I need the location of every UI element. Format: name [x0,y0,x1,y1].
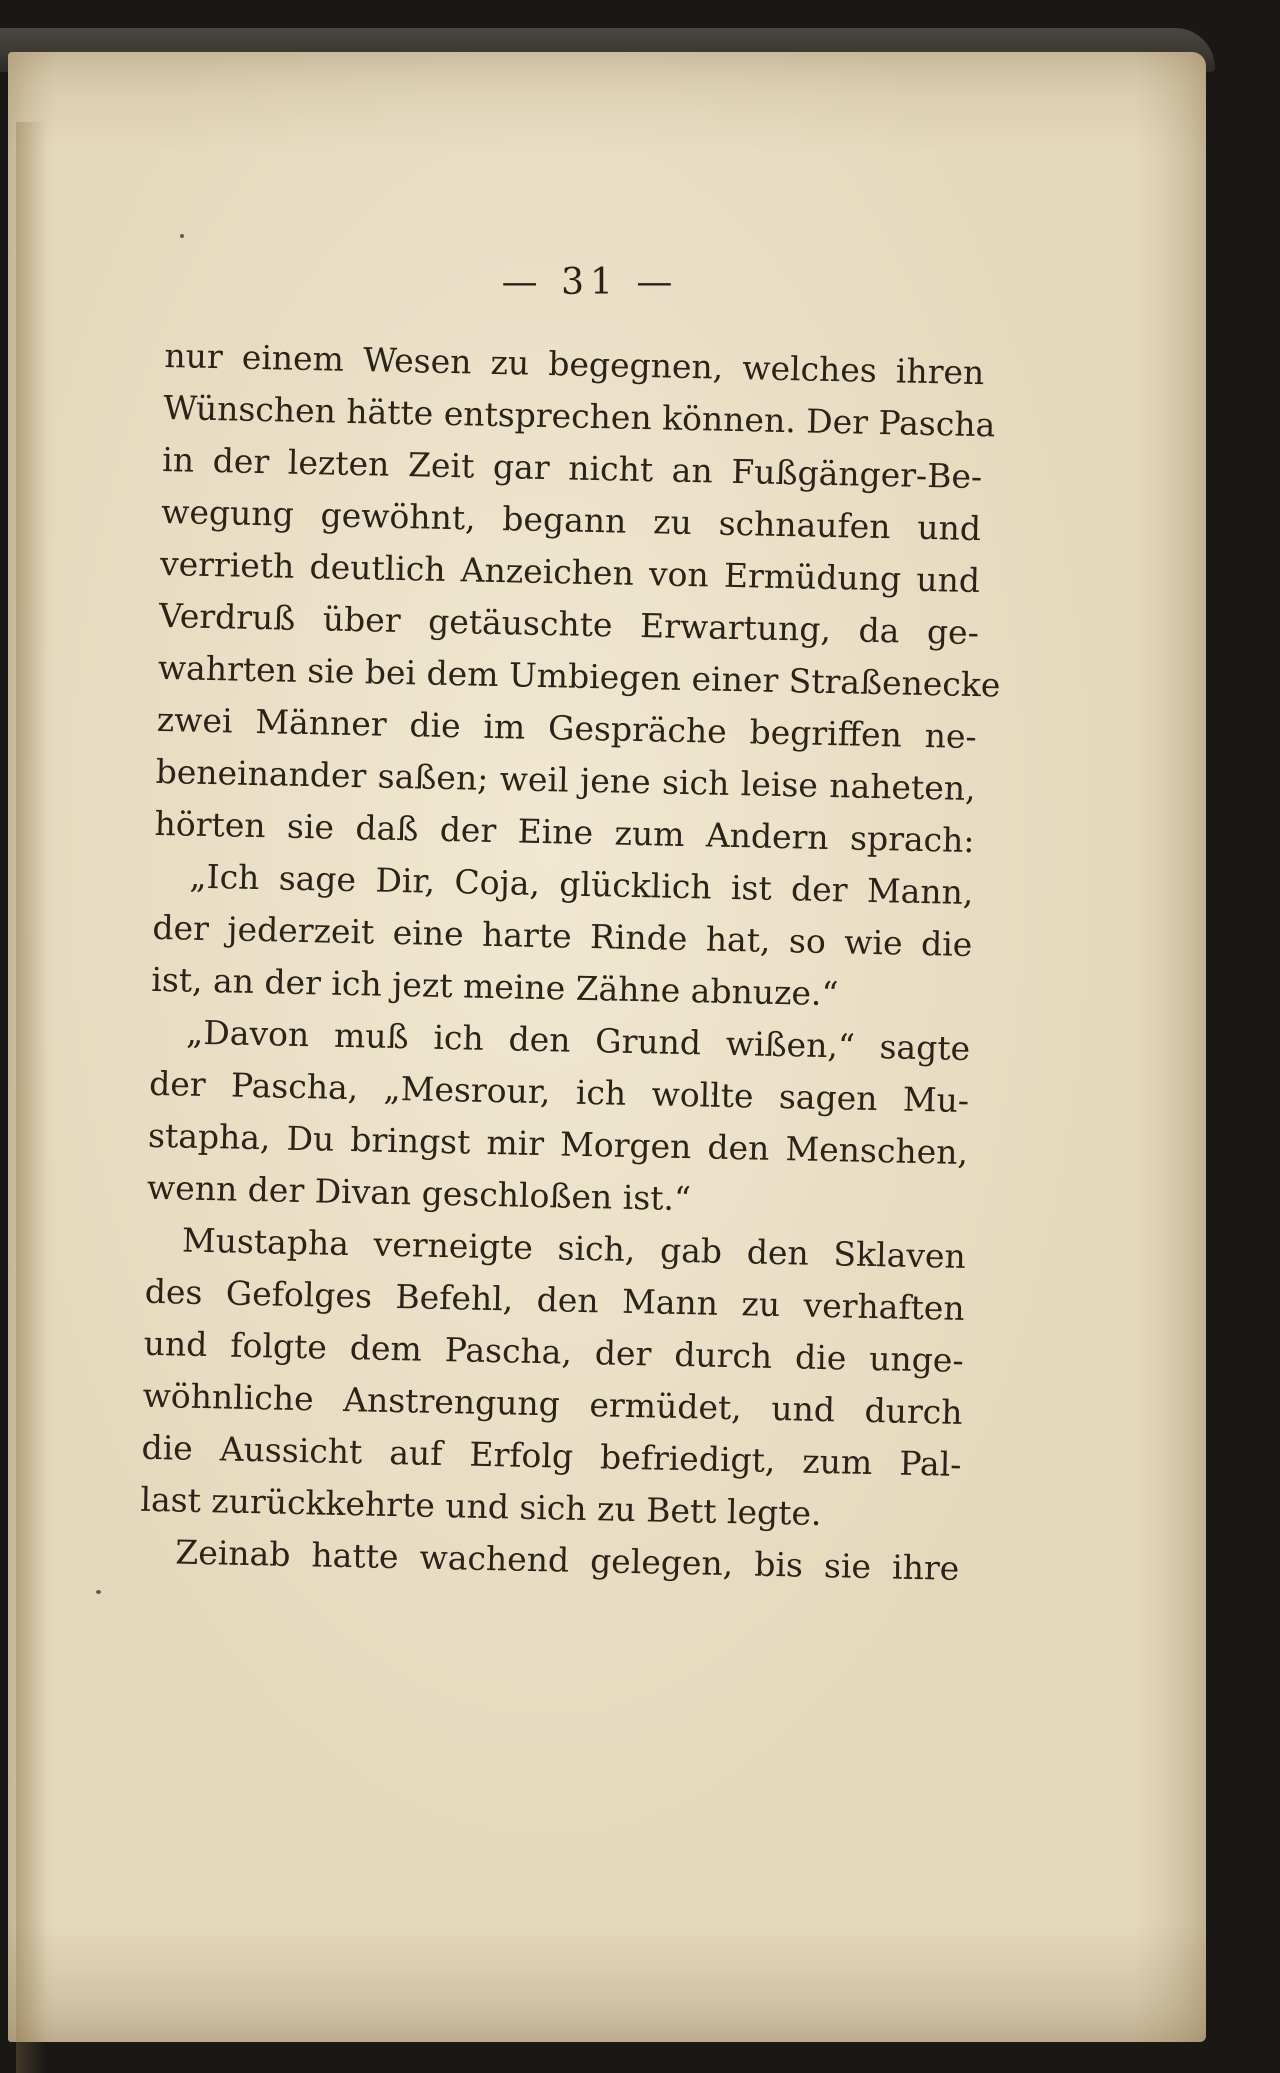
text-line: „Davon muß ich den Grund wißen,“ sagte [185,1012,971,1069]
text-line: der jederzeit eine harte Rinde hat, so wie die [152,907,973,965]
text-line: in der lezten Zeit gar nicht an Fußgänger-Be- [161,439,983,497]
text-line: wegung gewöhnt, begann zu schnaufen und [160,491,982,549]
text-line: Verdruß über getäuschte Erwartung, da ge- [158,595,980,653]
text-line: Wünschen hätte entsprechen können. Der Pascha [162,387,996,445]
text-line: Zeinab hatte wachend gelegen, bis sie ihre [175,1532,960,1588]
text-line: nur einem Wesen zu begegnen, welches ihren [164,335,985,393]
text-line: verrieth deutlich Anzeichen von Ermüdung und [159,543,981,601]
text-line: der Pascha, „Mesrour, ich wollte sagen Mu- [148,1063,970,1121]
text-line: wöhnliche Anstrengung ermüdet, und durch [142,1375,963,1432]
text-line: des Gefolges Befehl, den Mann zu verhaften [144,1271,966,1328]
text-line: stapha, Du bringst mir Morgen den Menschen, [147,1115,969,1172]
body-text [139,330,1001,1595]
text-line: last zurückkehrte und sich zu Bett legte. [140,1479,822,1534]
text-line: Mustapha verneigte sich, gab den Sklaven [181,1220,967,1276]
text-line: beneinander saßen; weil jene sich leise naheten, [155,751,976,809]
text-line: ist, an der ich jezt meine Zähne abnuze.“ [150,959,839,1014]
text-line: zwei Männer die im Gespräche begriffen ne- [156,699,978,757]
text-line: die Aussicht auf Erfolg befriedigt, zum Pal- [141,1427,962,1484]
text-line: und folgte dem Pascha, der durch die unge- [143,1323,965,1380]
text-line: wenn der Divan geschloßen ist.“ [146,1167,692,1219]
text-line: „Ich sage Dir, Coja, glücklich ist der Mann, [189,856,974,913]
paper-speck [180,234,184,238]
text-line: wahrten sie bei dem Umbiegen einer Straßenecke [157,647,1001,705]
text-line: hörten sie daß der Eine zum Andern sprach: [154,803,975,861]
paper-speck [96,1590,101,1594]
page-gutter-shadow [16,122,46,2073]
page-number: — 31 — [501,262,679,303]
